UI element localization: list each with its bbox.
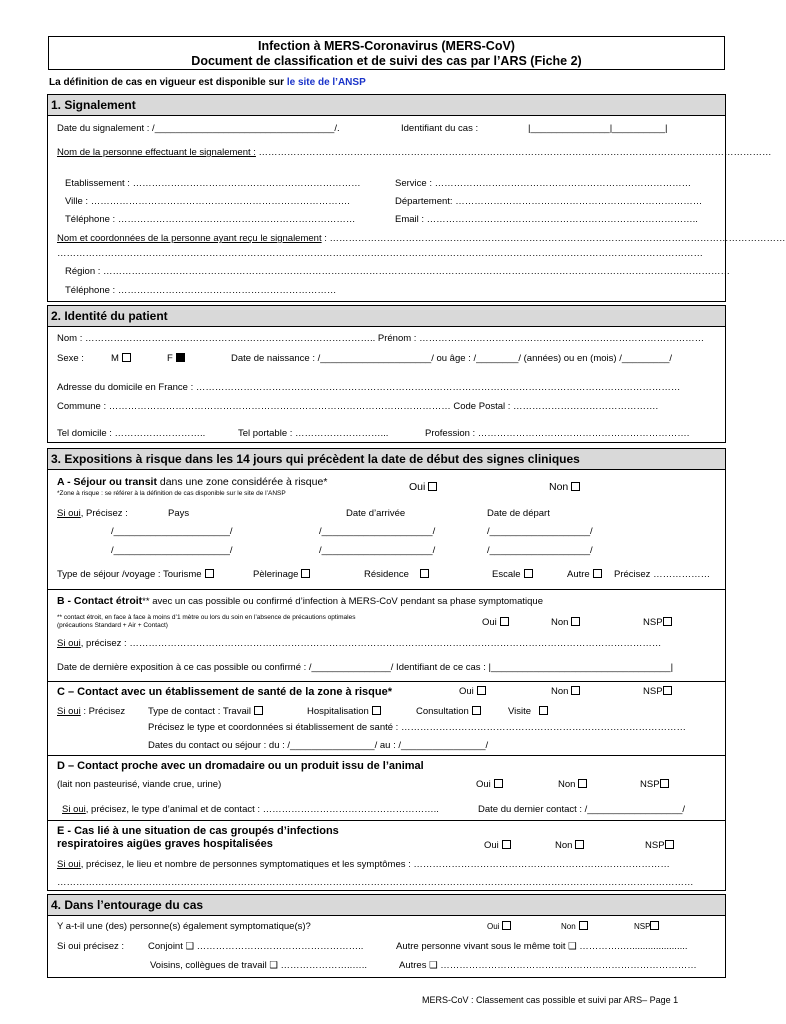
exposure-b-precisez[interactable] xyxy=(57,638,722,649)
exposure-b-nsp[interactable] xyxy=(643,617,672,628)
telephone-field[interactable]: Téléphone : ………………………………………………………………… xyxy=(65,214,356,225)
residence-label: Résidence xyxy=(364,569,409,580)
exposure-c-title: C – Contact avec un établissement de santé de la zone à risque* xyxy=(57,686,393,698)
visite-checkbox[interactable] xyxy=(539,706,548,715)
nsp-label: NSP xyxy=(643,686,663,697)
sexe-label: Sexe : xyxy=(57,353,84,364)
service-field[interactable]: Service : ……………………………………………………………………… xyxy=(395,178,692,189)
pelerinage[interactable] xyxy=(253,569,310,580)
exposure-e-title-line2: respiratoires aigües graves hospitalisées xyxy=(57,838,273,850)
sexe-m-label: M xyxy=(111,353,119,364)
pelerinage-label: Pèlerinage xyxy=(253,569,299,580)
nsp-checkbox[interactable] xyxy=(663,686,672,695)
voisins-field[interactable]: Voisins, collègues de travail ❑ …………………..….. xyxy=(150,960,368,971)
exposure-e-nsp[interactable] xyxy=(645,840,674,851)
exposure-d-oui[interactable] xyxy=(476,779,503,790)
sexe-f-checkbox[interactable] xyxy=(176,353,185,362)
nom-prenom-field[interactable]: Nom : ……………………………………………………………………………….. Prénom : ……………………………………………………………………………… xyxy=(57,333,705,344)
si-oui-label: Si oui xyxy=(57,638,81,649)
precisez-dots: , précisez, le type d’animal et de contact : ……………………………………………….. xyxy=(85,804,439,815)
conjoint-field[interactable]: Conjoint ❑ …………………………………………….. xyxy=(148,941,364,952)
oui-checkbox[interactable] xyxy=(477,686,486,695)
exposure-c-oui[interactable] xyxy=(459,686,486,697)
exposure-d-nsp[interactable] xyxy=(640,779,669,790)
non-label: Non xyxy=(558,779,576,790)
exposure-d-non[interactable] xyxy=(558,779,587,790)
oui-label: Oui xyxy=(487,922,500,931)
depart-field[interactable]: /___________________/ xyxy=(487,545,593,556)
type-coordonnees-field[interactable]: Précisez le type et coordonnées si établissement de santé : ……………………………………………………………………………… xyxy=(148,722,686,733)
type-sejour[interactable] xyxy=(57,569,214,580)
exposure-a-note: *Zone à risque : se référer à la définition de cas disponible sur le site de l’ANSP xyxy=(57,490,286,497)
exposure-e-title xyxy=(57,825,339,851)
date-signalement[interactable]: Date du signalement : /__________________________________/. xyxy=(57,123,340,134)
exposure-e-oui[interactable] xyxy=(484,840,511,851)
consultation[interactable] xyxy=(416,706,481,717)
si-oui-label: Si oui xyxy=(57,859,81,870)
etablissement-field[interactable]: Etablissement : ……………………………………………………………… xyxy=(65,178,361,189)
escale-checkbox[interactable] xyxy=(524,569,533,578)
nom-recepteur[interactable] xyxy=(57,233,786,244)
telephone2-field[interactable]: Téléphone : …………………………………………………………… xyxy=(65,285,337,296)
non-checkbox[interactable] xyxy=(571,482,580,491)
non-checkbox[interactable] xyxy=(579,921,588,930)
pelerinage-checkbox[interactable] xyxy=(301,569,310,578)
hospitalisation-label: Hospitalisation xyxy=(307,706,369,717)
oui-checkbox[interactable] xyxy=(494,779,503,788)
autres-field[interactable]: Autres ❑ ……………………………………………………………………… xyxy=(399,960,697,971)
pays-field[interactable]: /______________________/ xyxy=(111,545,233,556)
nsp-label: NSP xyxy=(634,922,651,931)
exposure-a-non[interactable] xyxy=(549,481,580,493)
exposure-b-title xyxy=(57,595,543,607)
hospitalisation-checkbox[interactable] xyxy=(372,706,381,715)
non-label: Non xyxy=(549,481,569,493)
autre-label: Autre xyxy=(567,569,590,580)
type-sejour-label: Type de séjour /voyage : Tourisme xyxy=(57,569,202,580)
exposure-b-title-bold: B - Contact étroit xyxy=(57,595,143,607)
precisez-label: , Précisez : xyxy=(80,508,128,519)
sexe-m-checkbox[interactable] xyxy=(122,353,131,362)
page-footer: MERS-CoV : Classement cas possible et suivi par ARS– Page 1 xyxy=(422,995,679,1005)
type-contact[interactable] xyxy=(148,706,263,717)
oui-checkbox[interactable] xyxy=(502,921,511,930)
exposure-c-non[interactable] xyxy=(551,686,580,697)
exposure-e-dots[interactable]: ………………………………………………………………………………………………………………………………………………………………………………… xyxy=(57,877,694,888)
residence-checkbox[interactable] xyxy=(420,569,429,578)
nsp-label: NSP xyxy=(645,840,665,851)
visite[interactable] xyxy=(508,706,548,717)
entourage-nsp[interactable] xyxy=(634,921,659,931)
tel-domicile-field[interactable]: Tel domicile : ……………………….. xyxy=(57,428,206,439)
arrivee-header: Date d’arrivée xyxy=(346,508,406,519)
document-title xyxy=(48,36,725,70)
consultation-checkbox[interactable] xyxy=(472,706,481,715)
nom-signalant-dots: ……………………………………………………………………………………………………………………………………………… xyxy=(255,147,772,158)
non-label: Non xyxy=(551,617,569,628)
residence[interactable] xyxy=(364,569,429,580)
non-label: Non xyxy=(561,922,576,931)
exposure-b-note2: (précautions Standard + Air + Contact) xyxy=(57,622,168,629)
oui-label: Oui xyxy=(459,686,474,697)
type-contact-label: Type de contact : Travail xyxy=(148,706,251,717)
profession-field[interactable]: Profession : …………………………………………………………. xyxy=(425,428,690,439)
travail-checkbox[interactable] xyxy=(254,706,263,715)
escale-label: Escale xyxy=(492,569,521,580)
escale[interactable] xyxy=(492,569,533,580)
oui-label: Oui xyxy=(484,840,499,851)
dates-contact-field[interactable]: Dates du contact ou séjour : du : /________________/ au : /________________/ xyxy=(148,740,489,751)
section-identite xyxy=(47,305,726,443)
oui-checkbox[interactable] xyxy=(428,482,437,491)
tourisme-checkbox[interactable] xyxy=(205,569,214,578)
depart-header: Date de départ xyxy=(487,508,550,519)
exposure-e-precisez[interactable] xyxy=(57,859,722,870)
exposure-b-date[interactable]: Date de dernière exposition à ce cas possible ou confirmé : /_______________/ Identifiant de ce cas : |__________________________________| xyxy=(57,662,674,673)
entourage-sioui: Si oui précisez : xyxy=(57,941,125,952)
non-checkbox[interactable] xyxy=(578,779,587,788)
precisez-label: : Précisez xyxy=(80,706,126,717)
nsp-label: NSP xyxy=(640,779,660,790)
nsp-checkbox[interactable] xyxy=(663,617,672,626)
exposure-a-oui[interactable] xyxy=(409,481,437,493)
si-oui-label: Si oui xyxy=(57,508,81,519)
autre-checkbox[interactable] xyxy=(593,569,602,578)
exposure-b-oui[interactable] xyxy=(482,617,509,628)
oui-label: Oui xyxy=(409,481,426,493)
pays-header: Pays xyxy=(168,508,190,519)
nom-recepteur-dots: : ……………………………………………………………………………………………………………………………… xyxy=(321,233,786,244)
precisez-autre-field[interactable]: Précisez ……………… xyxy=(614,569,711,580)
exposure-d-sub: (lait non pasteurisé, viande crue, urine) xyxy=(57,779,222,790)
tel-portable-field[interactable]: Tel portable : ………………………... xyxy=(238,428,389,439)
identifiant-cas-label: Identifiant du cas : xyxy=(401,123,479,134)
si-oui-label: Si oui xyxy=(62,804,86,815)
exposure-b-title-rest: ** avec un cas possible ou confirmé d’infection à MERS-CoV pendant sa phase symptomatique xyxy=(142,596,543,607)
hospitalisation[interactable] xyxy=(307,706,381,717)
non-label: Non xyxy=(551,686,569,697)
section2-header: 2. Identité du patient xyxy=(48,306,725,327)
commune-field[interactable]: Commune : ……………………………………………………………………………………………… Code Postal : ………………………………………. xyxy=(57,401,659,412)
identifiant-cas-field[interactable]: |_______________|__________| xyxy=(528,123,668,134)
exposure-d-date[interactable]: Date du dernier contact : /__________________/ xyxy=(478,804,686,815)
autre-personne-field[interactable]: Autre personne vivant sous le même toit ❑ ………….…...................... xyxy=(396,941,688,952)
non-checkbox[interactable] xyxy=(575,840,584,849)
autre[interactable] xyxy=(567,569,602,580)
sexe-m[interactable] xyxy=(111,353,131,364)
exposure-d-title: D – Contact proche avec un dromadaire ou un produit issu de l’animal xyxy=(57,760,424,772)
arrivee-field[interactable]: /_____________________/ xyxy=(319,545,436,556)
nom-signalant[interactable] xyxy=(57,147,772,158)
ansp-link[interactable]: le site de l’ANSP xyxy=(286,77,366,88)
nsp-checkbox[interactable] xyxy=(660,779,669,788)
exposure-b-note1: ** contact étroit, en face à face à moins d’1 mètre ou lors du soin en l’absence de précautions optimales xyxy=(57,614,356,621)
exposure-d-precisez[interactable] xyxy=(62,804,439,815)
ville-field[interactable]: Ville : ………………………………………………………………………. xyxy=(65,196,350,207)
exposure-a-title xyxy=(57,476,327,488)
exposure-c-sioui xyxy=(57,706,125,717)
entourage-oui[interactable] xyxy=(487,921,511,931)
depart-field[interactable]: /___________________/ xyxy=(487,526,593,537)
intro xyxy=(49,77,366,88)
arrivee-field[interactable]: /_____________________/ xyxy=(319,526,436,537)
email-field[interactable]: Email : ………………………………………………………………………….. xyxy=(395,214,698,225)
title-line2: Document de classification et de suivi des cas par l’ARS (Fiche 2) xyxy=(191,54,582,68)
exposure-b-non[interactable] xyxy=(551,617,580,628)
adresse-field[interactable]: Adresse du domicile en France : ……………………………………………………………………………………………………………………………………… xyxy=(57,382,681,393)
pays-field[interactable]: /______________________/ xyxy=(111,526,233,537)
nsp-label: NSP xyxy=(643,617,663,628)
non-checkbox[interactable] xyxy=(571,617,580,626)
section3-header: 3. Expositions à risque dans les 14 jours qui précèdent la date de début des signes cliniques xyxy=(48,449,725,470)
visite-label: Visite xyxy=(508,706,532,717)
nsp-checkbox[interactable] xyxy=(650,921,659,930)
oui-label: Oui xyxy=(482,617,497,628)
oui-checkbox[interactable] xyxy=(502,840,511,849)
departement-field[interactable]: Département: …………………………………………………………………… xyxy=(395,196,703,207)
date-naissance-field[interactable]: Date de naissance : /_____________________/ ou âge : /________/ (années) ou en (mois) /_________/ xyxy=(231,353,673,364)
entourage-question: Y a-t-il une (des) personne(s) également symptomatique(s)? xyxy=(57,921,311,932)
sexe-f-label: F xyxy=(167,353,173,364)
exposure-a-title-rest: dans une zone considérée à risque* xyxy=(156,476,328,488)
intro-text: La définition de cas en vigueur est disponible sur xyxy=(49,77,287,88)
precisez-dots: , précisez : …………………………………………………………………………………………………………………………………………………… xyxy=(80,638,662,649)
non-checkbox[interactable] xyxy=(571,686,580,695)
precisez-dots: , précisez, le lieu et nombre de personnes symptomatiques et les symptômes : ……………………………………………………………………… xyxy=(80,859,670,870)
exposure-c-nsp[interactable] xyxy=(643,686,672,697)
oui-label: Oui xyxy=(476,779,491,790)
sexe-f[interactable] xyxy=(167,353,185,364)
section1-header: 1. Signalement xyxy=(48,95,725,116)
region-field[interactable]: Région : ……………………………………………………………………………………………………………………………………………………………………………… xyxy=(65,266,731,277)
oui-checkbox[interactable] xyxy=(500,617,509,626)
exposure-e-non[interactable] xyxy=(555,840,584,851)
consultation-label: Consultation xyxy=(416,706,469,717)
dots-line[interactable]: …………………………………………………………………………………………………………………………………………………………………………………… xyxy=(57,248,703,259)
exposure-a-title-bold: A - Séjour ou transit xyxy=(57,476,157,488)
nom-signalant-label: Nom de la personne effectuant le signalement : xyxy=(57,147,256,158)
exposure-a-sioui xyxy=(57,508,128,519)
si-oui-label: Si oui xyxy=(57,706,81,717)
exposure-e-title-line1: E - Cas lié à une situation de cas groupés d’infections xyxy=(57,825,339,837)
section4-header: 4. Dans l’entourage du cas xyxy=(48,895,725,916)
title-line1: Infection à MERS-Coronavirus (MERS-CoV) xyxy=(258,39,515,53)
entourage-non[interactable] xyxy=(561,921,588,931)
non-label: Non xyxy=(555,840,573,851)
nom-recepteur-label: Nom et coordonnées de la personne ayant reçu le signalement xyxy=(57,233,322,244)
nsp-checkbox[interactable] xyxy=(665,840,674,849)
